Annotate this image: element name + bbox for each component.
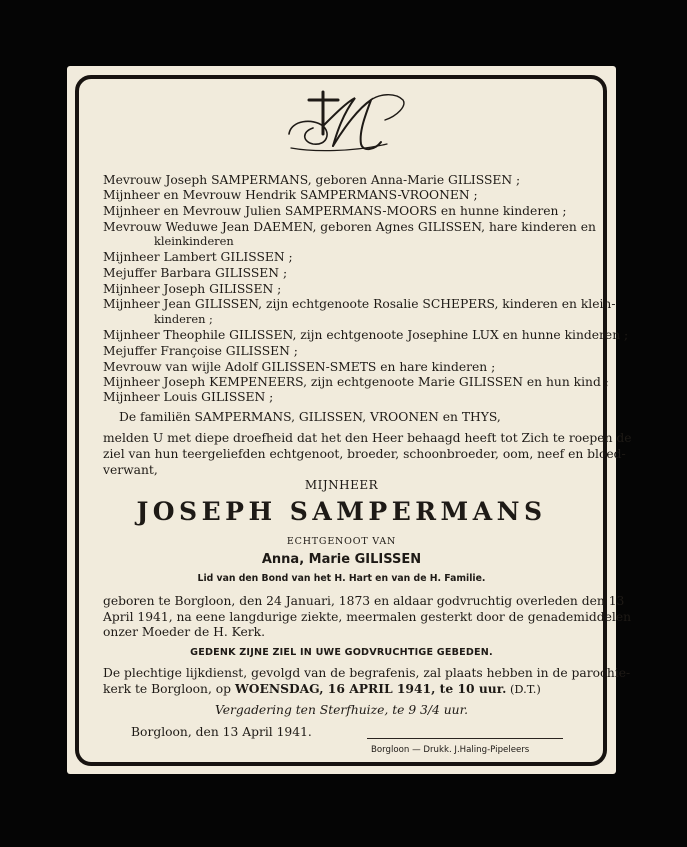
family-line: Mevrouw Joseph SAMPERMANS, geboren Anna-Marie GILISSEN ;	[103, 173, 521, 187]
family-line: Mevrouw Weduwe Jean DAEMEN, geboren Agnes GILISSEN, hare kinderen en	[103, 220, 596, 234]
place-date: Borgloon, den 13 April 1941.	[131, 725, 312, 739]
announcement-line: melden U met diepe droefheid dat het den Heer behaagd heeft tot Zich te roepen de	[103, 431, 632, 445]
family-line: Mejuffer Barbara GILISSEN ;	[103, 266, 288, 280]
funeral-line: De plechtige lijkdienst, gevolgd van de begrafenis, zal plaats hebben in de parochie-	[103, 666, 631, 680]
time-note: (D.T.)	[506, 682, 541, 696]
funeral-line	[103, 682, 541, 696]
mourning-card	[67, 66, 632, 774]
announcement-line: ziel van hun teergeliefden echtgenoot, broeder, schoonbroeder, oom, neef en bloed-	[103, 447, 626, 461]
family-line: Mijnheer en Mevrouw Julien SAMPERMANS-MOORS en hunne kinderen ;	[103, 204, 567, 218]
family-line: Mijnheer en Mevrouw Hendrik SAMPERMANS-VROONEN ;	[103, 188, 478, 202]
family-line: Mejuffer Françoise GILISSEN ;	[103, 344, 298, 358]
announcement-line: verwant,	[103, 463, 158, 477]
life-line: onzer Moeder de H. Kerk.	[103, 625, 266, 639]
family-line: Mijnheer Theophile GILISSEN, zijn echtgenoote Josephine LUX en hunne kinderen ;	[103, 328, 629, 342]
family-line: Mijnheer Jean GILISSEN, zijn echtgenoote Rosalie SCHEPERS, kinderen en klein-	[103, 297, 616, 311]
printer-rule	[367, 738, 563, 739]
gathering-note: Vergadering ten Sterfhuize, te 9 3/4 uur.	[214, 703, 469, 717]
prayer-request: GEDENK ZIJNE ZIEL IN UWE GODVRUCHTIGE GEBEDEN.	[190, 647, 493, 658]
family-line: Mijnheer Joseph GILISSEN ;	[103, 282, 282, 296]
family-line: kinderen ;	[154, 312, 213, 326]
funeral-line-start: kerk te Borgloon, op	[103, 682, 235, 696]
family-line: Mijnheer Joseph KEMPENEERS, zijn echtgenoote Marie GILISSEN en hun kind ;	[103, 375, 609, 389]
deceased-name: JOSEPH SAMPERMANS	[136, 497, 547, 526]
families-line: De familiën SAMPERMANS, GILISSEN, VROONEN en THYS,	[119, 410, 501, 424]
printer-credit: Borgloon — Drukk. J.Haling-Pipeleers	[371, 745, 530, 755]
spouse-name: Anna, Marie GILISSEN	[261, 552, 422, 567]
cross-monogram-icon	[283, 86, 411, 156]
life-line: April 1941, na eene langdurige ziekte, meermalen gesterkt door de genademiddelen	[103, 610, 632, 624]
spouse-label: ECHTGENOOT VAN	[286, 536, 397, 547]
family-line: kleinkinderen	[154, 234, 234, 248]
life-line: geboren te Borgloon, den 24 Januari, 1873 en aldaar godvruchtig overleden den 13	[103, 594, 625, 608]
title-prefix: MIJNHEER	[304, 478, 379, 492]
family-line: Mevrouw van wijle Adolf GILISSEN-SMETS en hare kinderen ;	[103, 360, 496, 374]
funeral-date: WOENSDAG, 16 APRIL 1941, te 10 uur.	[234, 681, 507, 696]
membership-line: Lid van den Bond van het H. Hart en van de H. Familie.	[197, 573, 486, 584]
family-line: Mijnheer Louis GILISSEN ;	[103, 390, 274, 404]
family-line: Mijnheer Lambert GILISSEN ;	[103, 250, 293, 264]
